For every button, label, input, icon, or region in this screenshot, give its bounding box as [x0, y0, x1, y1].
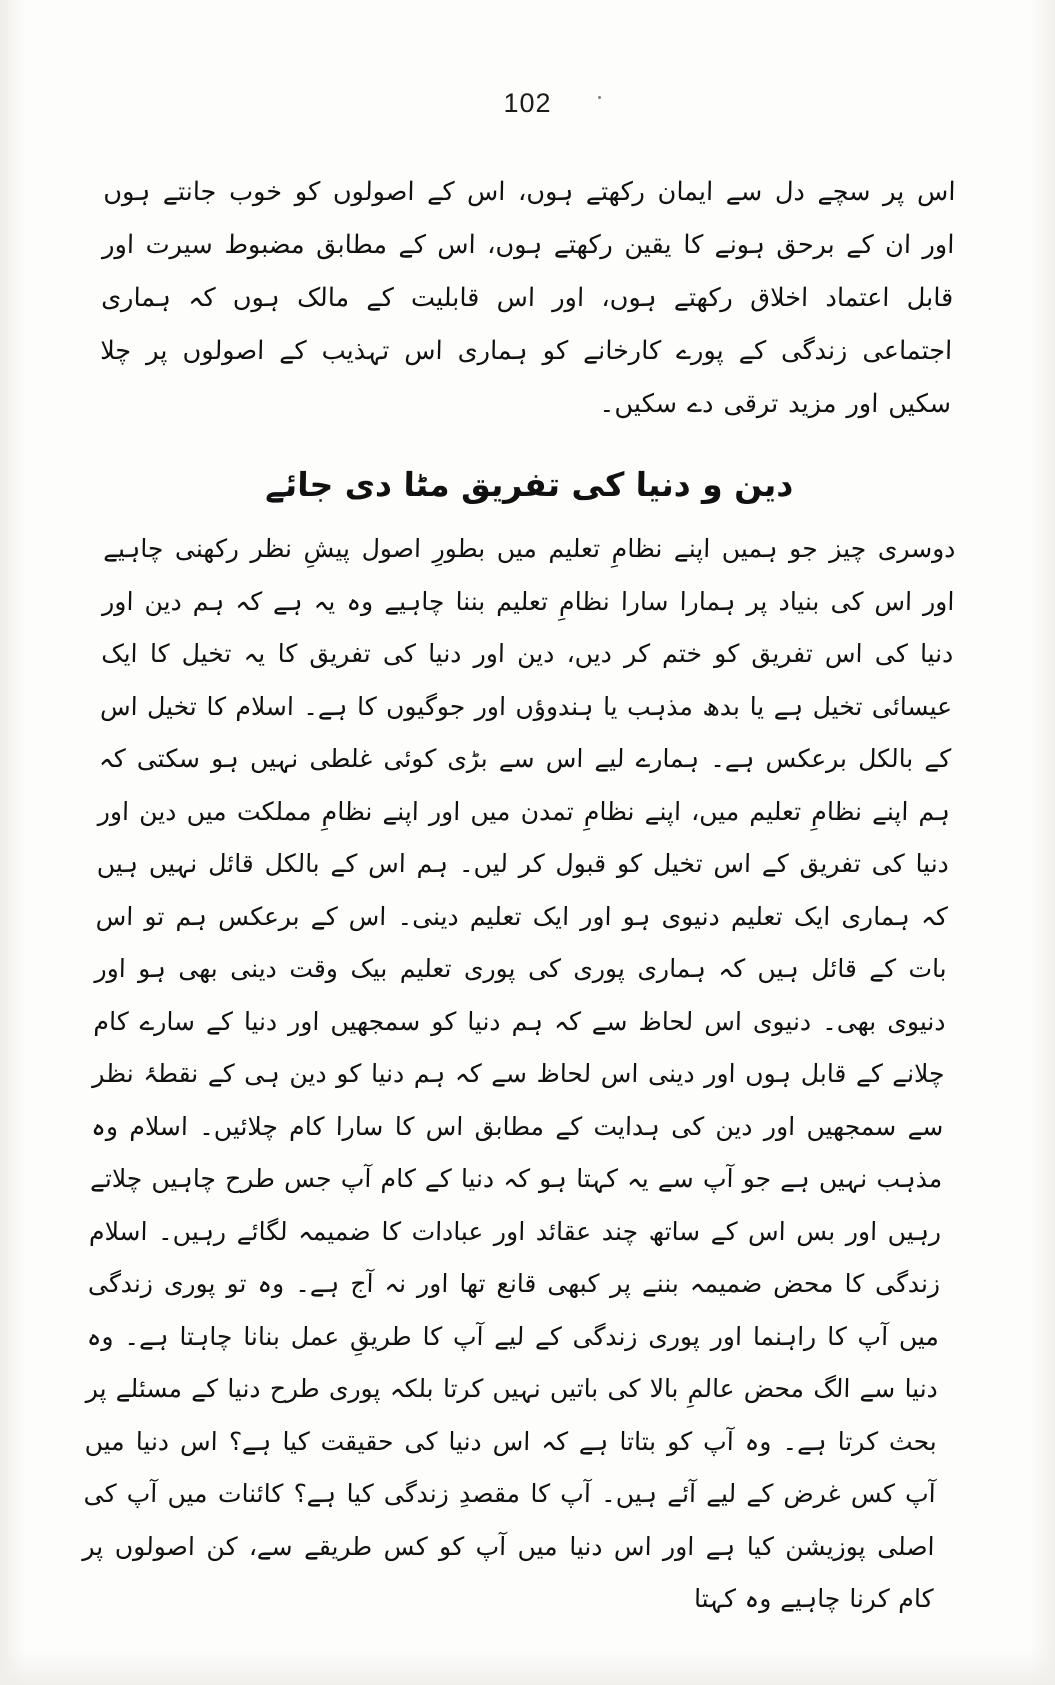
page-number: 102: [503, 88, 552, 118]
scan-edge-bottom: [0, 1651, 1055, 1685]
body-paragraph-2: دوسری چیز جو ہمیں اپنے نظامِ تعلیم میں بطورِ اصول پیشِ نظر رکھنی چاہیے اور اس کی بنیاد پر ہمارا سارا نظامِ تعلیم بننا چاہیے وہ یہ ہے کہ ہم دین اور دنیا کی اس تفریق کو ختم کر دیں، دین اور دنیا کی تفریق کا یہ تخیل کا ایک عیسائی تخیل ہے یا بدھ مذہب یا ہندوؤں اور جوگیوں کا ہے۔ اسلام کا تخیل اس کے بالکل برعکس ہے۔ ہمارے لیے اس سے بڑی کوئی غلطی نہیں ہو سکتی کہ ہم اپنے نظامِ تعلیم میں، اپنے نظامِ تمدن میں اور اپنے نظامِ مملکت میں دین اور دنیا کی تفریق کے اس تخیل کو قبول کر لیں۔ ہم اس کے بالکل قائل نہیں ہیں کہ ہماری ایک تعلیم دنیوی ہو اور ایک تعلیم دینی۔ اس کے برعکس ہم تو اس بات کے قائل ہیں کہ ہماری پوری کی پوری تعلیم بیک وقت دینی بھی ہو اور دنیوی بھی۔ دنیوی اس لحاظ سے کہ ہم دنیا کو سمجھیں اور دنیا کے سارے کام چلانے کے قابل ہوں اور دینی اس لحاظ سے کہ ہم دنیا کو دین ہی کے نقطۂ نظر سے سمجھیں اور دین کی ہدایت کے مطابق اس کا سارا کام چلائیں۔ اسلام وہ مذہب نہیں ہے جو آپ سے یہ کہتا ہو کہ دنیا کے کام آپ جس طرح چاہیں چلاتے رہیں اور بس اس کے ساتھ چند عقائد اور عبادات کا ضمیمہ لگائے رہیں۔ اسلام زندگی کا محض ضمیمہ بننے پر کبھی قانع تھا اور نہ آج ہے۔ وہ تو پوری زندگی میں آپ کا راہنما اور پوری زندگی کے لیے آپ کا طریقِ عمل بنانا چاہتا ہے۔ وہ دنیا سے الگ محض عالمِ بالا کی باتیں نہیں کرتا بلکہ پوری طرح دنیا کے مسئلے پر بحث کرتا ہے۔ وہ آپ کو بتاتا ہے کہ اس دنیا کی حقیقت کیا ہے؟ اس دنیا میں آپ کس غرض کے لیے آئے ہیں۔ آپ کا مقصدِ زندگی کیا ہے؟ کائنات میں آپ کی اصلی پوزیشن کیا ہے اور اس دنیا میں آپ کو کس طریقے سے، کن اصولوں پر کام کرنا چاہیے وہ کہتا: [82, 533, 956, 1613]
ink-speck: [598, 96, 601, 99]
body-paragraph-1: اس پر سچے دل سے ایمان رکھتے ہوں، اس کے اصولوں کو خوب جانتے ہوں اور ان کے برحق ہونے کا یقین رکھتے ہوں، اس کے مطابق مضبوط سیرت اور قابل اعتماد اخلاق رکھتے ہوں، اور اس قابلیت کے مالک ہوں کہ ہماری اجتماعی زندگی کے پورے کارخانے کو ہماری اس تہذیب کے اصولوں پر چلا سکیں اور مزید ترقی دے سکیں۔: [99, 176, 956, 419]
page-spine-shadow: [0, 0, 10, 1685]
section-heading: دین و دنیا کی تفریق مٹا دی جائے: [265, 464, 794, 504]
scan-edge-left: [0, 0, 26, 1685]
page-content: [82, 140, 956, 1650]
scan-edge-right: [1029, 0, 1055, 1685]
